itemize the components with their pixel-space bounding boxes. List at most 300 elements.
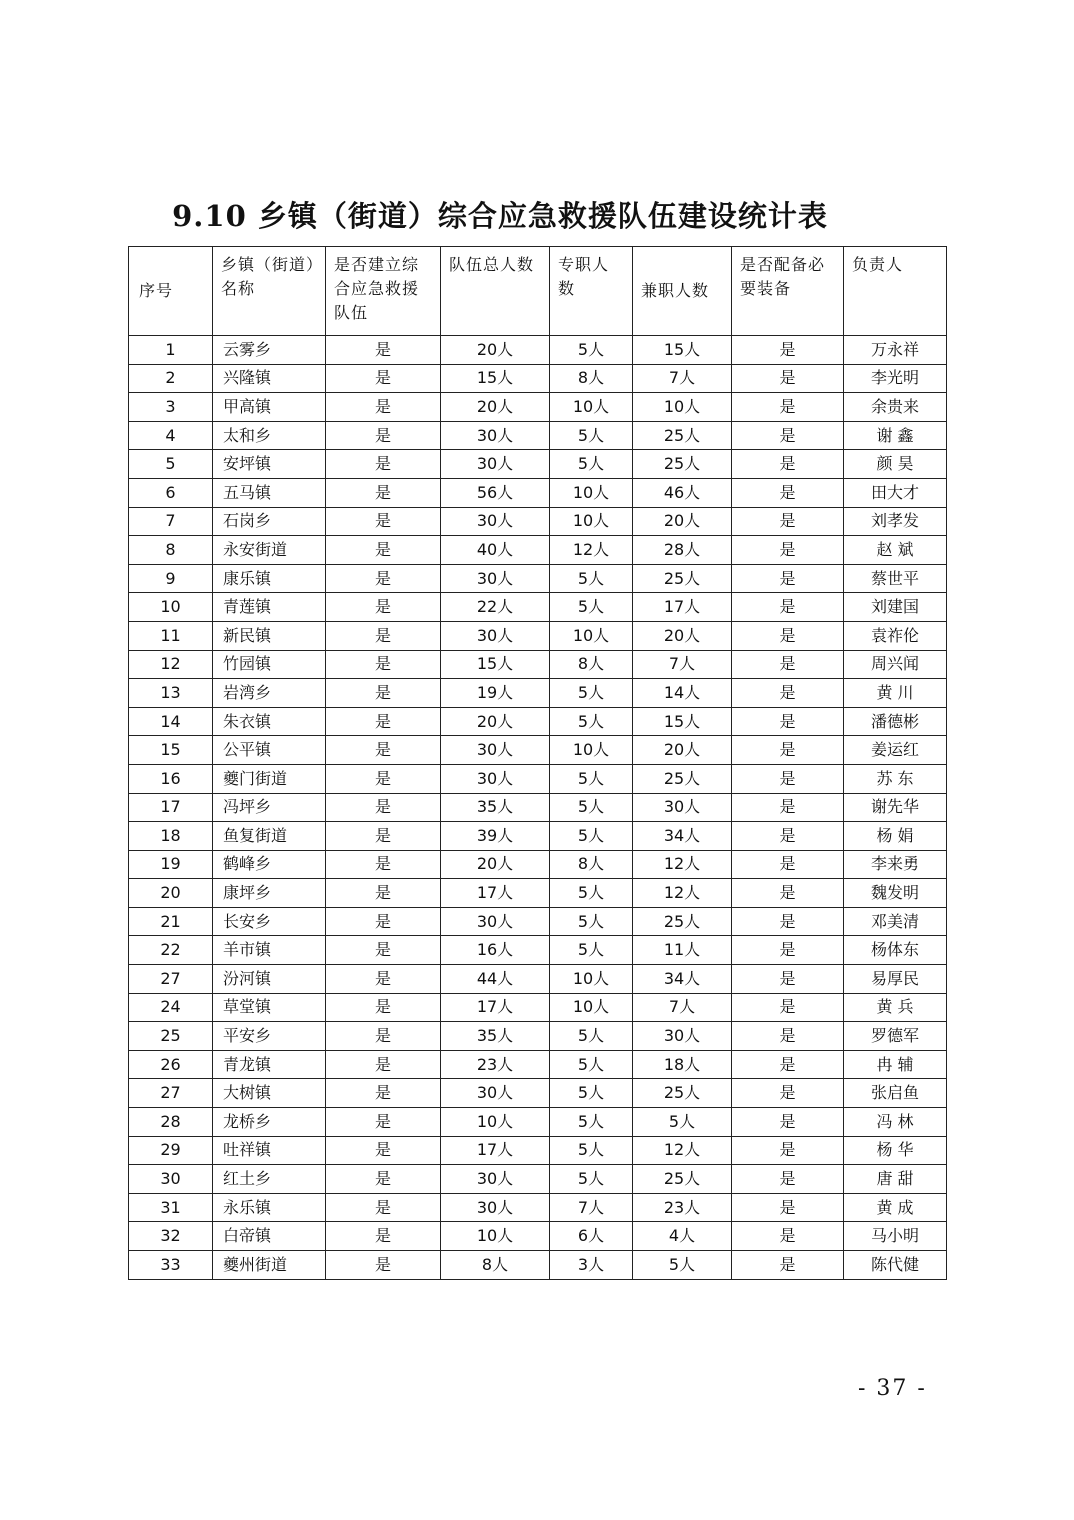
team-established-cell: 是 [326, 478, 441, 507]
total-members-cell: 15人 [441, 650, 550, 679]
table-row [129, 1136, 947, 1165]
team-established-cell: 是 [326, 679, 441, 708]
equipment-cell: 是 [732, 364, 844, 393]
serial-cell: 19 [129, 850, 213, 879]
person-in-charge-cell: 余贵来 [844, 393, 947, 422]
total-members-cell: 10人 [441, 1108, 550, 1137]
serial-cell: 31 [129, 1193, 213, 1222]
town-name-cell: 永安街道 [213, 536, 326, 565]
full-time-cell: 8人 [550, 364, 633, 393]
table-row [129, 707, 947, 736]
person-in-charge-cell: 魏发明 [844, 879, 947, 908]
part-time-cell: 17人 [633, 593, 732, 622]
serial-cell: 15 [129, 736, 213, 765]
town-name-cell: 太和乡 [213, 421, 326, 450]
table-row [129, 364, 947, 393]
town-name-cell: 汾河镇 [213, 965, 326, 994]
person-in-charge-cell: 田大才 [844, 478, 947, 507]
full-time-cell: 5人 [550, 1079, 633, 1108]
person-in-charge-cell: 万永祥 [844, 336, 947, 365]
table-row [129, 564, 947, 593]
serial-cell: 14 [129, 707, 213, 736]
part-time-cell: 25人 [633, 450, 732, 479]
table-row [129, 593, 947, 622]
full-time-cell: 7人 [550, 1193, 633, 1222]
total-members-cell: 19人 [441, 679, 550, 708]
part-time-cell: 30人 [633, 793, 732, 822]
team-established-cell: 是 [326, 421, 441, 450]
table-row [129, 1108, 947, 1137]
serial-cell: 13 [129, 679, 213, 708]
header-total-members: 队伍总人数 [441, 247, 550, 336]
equipment-cell: 是 [732, 393, 844, 422]
total-members-cell: 30人 [441, 450, 550, 479]
total-members-cell: 39人 [441, 822, 550, 851]
serial-cell: 11 [129, 621, 213, 650]
person-in-charge-cell: 蔡世平 [844, 564, 947, 593]
header-part-time: 兼职人数 [633, 247, 732, 336]
full-time-cell: 12人 [550, 536, 633, 565]
person-in-charge-cell: 赵 斌 [844, 536, 947, 565]
person-in-charge-cell: 杨 华 [844, 1136, 947, 1165]
team-established-cell: 是 [326, 364, 441, 393]
person-in-charge-cell: 刘建国 [844, 593, 947, 622]
person-in-charge-cell: 罗德军 [844, 1022, 947, 1051]
equipment-cell: 是 [732, 679, 844, 708]
part-time-cell: 7人 [633, 993, 732, 1022]
team-established-cell: 是 [326, 707, 441, 736]
part-time-cell: 34人 [633, 965, 732, 994]
table-row [129, 879, 947, 908]
town-name-cell: 吐祥镇 [213, 1136, 326, 1165]
header-town-name: 乡镇（街道）名称 [213, 247, 326, 336]
part-time-cell: 5人 [633, 1108, 732, 1137]
serial-cell: 27 [129, 965, 213, 994]
full-time-cell: 5人 [550, 907, 633, 936]
full-time-cell: 5人 [550, 1050, 633, 1079]
table-row [129, 764, 947, 793]
town-name-cell: 岩湾乡 [213, 679, 326, 708]
serial-cell: 33 [129, 1251, 213, 1280]
town-name-cell: 甲高镇 [213, 393, 326, 422]
team-established-cell: 是 [326, 593, 441, 622]
person-in-charge-cell: 刘孝发 [844, 507, 947, 536]
table-row [129, 793, 947, 822]
team-established-cell: 是 [326, 822, 441, 851]
team-established-cell: 是 [326, 1165, 441, 1194]
part-time-cell: 12人 [633, 879, 732, 908]
full-time-cell: 10人 [550, 393, 633, 422]
person-in-charge-cell: 颜 昊 [844, 450, 947, 479]
person-in-charge-cell: 杨体东 [844, 936, 947, 965]
page-number: - 37 - [858, 1376, 927, 1401]
equipment-cell: 是 [732, 879, 844, 908]
town-name-cell: 夔州街道 [213, 1251, 326, 1280]
town-name-cell: 石岗乡 [213, 507, 326, 536]
total-members-cell: 30人 [441, 907, 550, 936]
serial-cell: 16 [129, 764, 213, 793]
table-header [129, 247, 947, 336]
full-time-cell: 5人 [550, 336, 633, 365]
team-established-cell: 是 [326, 907, 441, 936]
part-time-cell: 14人 [633, 679, 732, 708]
part-time-cell: 25人 [633, 764, 732, 793]
total-members-cell: 10人 [441, 1222, 550, 1251]
total-members-cell: 20人 [441, 336, 550, 365]
page-title: 9.10 乡镇（街道）综合应急救援队伍建设统计表 [172, 199, 828, 233]
total-members-cell: 22人 [441, 593, 550, 622]
full-time-cell: 10人 [550, 478, 633, 507]
total-members-cell: 30人 [441, 1165, 550, 1194]
total-members-cell: 23人 [441, 1050, 550, 1079]
table-body [129, 336, 947, 1280]
equipment-cell: 是 [732, 1222, 844, 1251]
part-time-cell: 12人 [633, 1136, 732, 1165]
serial-cell: 3 [129, 393, 213, 422]
part-time-cell: 34人 [633, 822, 732, 851]
town-name-cell: 竹园镇 [213, 650, 326, 679]
total-members-cell: 30人 [441, 764, 550, 793]
total-members-cell: 30人 [441, 507, 550, 536]
serial-cell: 22 [129, 936, 213, 965]
town-name-cell: 鹤峰乡 [213, 850, 326, 879]
full-time-cell: 5人 [550, 1022, 633, 1051]
team-established-cell: 是 [326, 450, 441, 479]
person-in-charge-cell: 易厚民 [844, 965, 947, 994]
team-established-cell: 是 [326, 621, 441, 650]
table-row [129, 936, 947, 965]
full-time-cell: 5人 [550, 707, 633, 736]
person-in-charge-cell: 姜运红 [844, 736, 947, 765]
equipment-cell: 是 [732, 850, 844, 879]
part-time-cell: 30人 [633, 1022, 732, 1051]
full-time-cell: 10人 [550, 621, 633, 650]
person-in-charge-cell: 杨 娟 [844, 822, 947, 851]
table-row [129, 650, 947, 679]
table-row [129, 1022, 947, 1051]
table-row [129, 421, 947, 450]
full-time-cell: 5人 [550, 421, 633, 450]
equipment-cell: 是 [732, 793, 844, 822]
team-established-cell: 是 [326, 793, 441, 822]
town-name-cell: 草堂镇 [213, 993, 326, 1022]
town-name-cell: 龙桥乡 [213, 1108, 326, 1137]
full-time-cell: 5人 [550, 564, 633, 593]
total-members-cell: 30人 [441, 1193, 550, 1222]
full-time-cell: 10人 [550, 736, 633, 765]
table-row [129, 507, 947, 536]
part-time-cell: 12人 [633, 850, 732, 879]
serial-cell: 4 [129, 421, 213, 450]
part-time-cell: 25人 [633, 564, 732, 593]
serial-cell: 5 [129, 450, 213, 479]
part-time-cell: 20人 [633, 736, 732, 765]
town-name-cell: 大树镇 [213, 1079, 326, 1108]
equipment-cell: 是 [732, 450, 844, 479]
team-established-cell: 是 [326, 1079, 441, 1108]
full-time-cell: 3人 [550, 1251, 633, 1280]
town-name-cell: 白帝镇 [213, 1222, 326, 1251]
total-members-cell: 44人 [441, 965, 550, 994]
table-row [129, 850, 947, 879]
equipment-cell: 是 [732, 993, 844, 1022]
person-in-charge-cell: 黄 川 [844, 679, 947, 708]
person-in-charge-cell: 冉 辅 [844, 1050, 947, 1079]
equipment-cell: 是 [732, 1136, 844, 1165]
team-established-cell: 是 [326, 1022, 441, 1051]
team-established-cell: 是 [326, 336, 441, 365]
serial-cell: 20 [129, 879, 213, 908]
header-team-established: 是否建立综合应急救援队伍 [326, 247, 441, 336]
town-name-cell: 羊市镇 [213, 936, 326, 965]
total-members-cell: 20人 [441, 707, 550, 736]
part-time-cell: 25人 [633, 1079, 732, 1108]
full-time-cell: 5人 [550, 679, 633, 708]
equipment-cell: 是 [732, 907, 844, 936]
full-time-cell: 10人 [550, 507, 633, 536]
town-name-cell: 五马镇 [213, 478, 326, 507]
total-members-cell: 30人 [441, 1079, 550, 1108]
table-row [129, 336, 947, 365]
total-members-cell: 40人 [441, 536, 550, 565]
town-name-cell: 云雾乡 [213, 336, 326, 365]
total-members-cell: 15人 [441, 364, 550, 393]
equipment-cell: 是 [732, 564, 844, 593]
table-row [129, 736, 947, 765]
serial-cell: 18 [129, 822, 213, 851]
part-time-cell: 25人 [633, 421, 732, 450]
statistics-table [128, 246, 947, 1280]
town-name-cell: 长安乡 [213, 907, 326, 936]
equipment-cell: 是 [732, 593, 844, 622]
person-in-charge-cell: 唐 甜 [844, 1165, 947, 1194]
serial-cell: 28 [129, 1108, 213, 1137]
header-full-time: 专职人数 [550, 247, 633, 336]
table-row [129, 393, 947, 422]
table-row [129, 907, 947, 936]
full-time-cell: 5人 [550, 936, 633, 965]
equipment-cell: 是 [732, 1022, 844, 1051]
part-time-cell: 4人 [633, 1222, 732, 1251]
town-name-cell: 永乐镇 [213, 1193, 326, 1222]
total-members-cell: 30人 [441, 421, 550, 450]
part-time-cell: 23人 [633, 1193, 732, 1222]
equipment-cell: 是 [732, 650, 844, 679]
equipment-cell: 是 [732, 936, 844, 965]
team-established-cell: 是 [326, 1050, 441, 1079]
serial-cell: 1 [129, 336, 213, 365]
total-members-cell: 35人 [441, 1022, 550, 1051]
full-time-cell: 5人 [550, 1136, 633, 1165]
team-established-cell: 是 [326, 1193, 441, 1222]
full-time-cell: 5人 [550, 764, 633, 793]
team-established-cell: 是 [326, 1136, 441, 1165]
equipment-cell: 是 [732, 621, 844, 650]
part-time-cell: 7人 [633, 364, 732, 393]
equipment-cell: 是 [732, 707, 844, 736]
part-time-cell: 20人 [633, 507, 732, 536]
town-name-cell: 朱衣镇 [213, 707, 326, 736]
total-members-cell: 17人 [441, 1136, 550, 1165]
person-in-charge-cell: 苏 东 [844, 764, 947, 793]
team-established-cell: 是 [326, 936, 441, 965]
town-name-cell: 安坪镇 [213, 450, 326, 479]
table-row [129, 1050, 947, 1079]
serial-cell: 26 [129, 1050, 213, 1079]
equipment-cell: 是 [732, 507, 844, 536]
full-time-cell: 10人 [550, 965, 633, 994]
serial-cell: 7 [129, 507, 213, 536]
serial-cell: 27 [129, 1079, 213, 1108]
person-in-charge-cell: 谢 鑫 [844, 421, 947, 450]
total-members-cell: 20人 [441, 850, 550, 879]
serial-cell: 32 [129, 1222, 213, 1251]
part-time-cell: 11人 [633, 936, 732, 965]
equipment-cell: 是 [732, 965, 844, 994]
serial-cell: 30 [129, 1165, 213, 1194]
serial-cell: 24 [129, 993, 213, 1022]
part-time-cell: 28人 [633, 536, 732, 565]
town-name-cell: 夔门街道 [213, 764, 326, 793]
full-time-cell: 5人 [550, 822, 633, 851]
equipment-cell: 是 [732, 736, 844, 765]
team-established-cell: 是 [326, 736, 441, 765]
serial-cell: 29 [129, 1136, 213, 1165]
person-in-charge-cell: 陈代健 [844, 1251, 947, 1280]
person-in-charge-cell: 黄 兵 [844, 993, 947, 1022]
person-in-charge-cell: 周兴闻 [844, 650, 947, 679]
table-row [129, 965, 947, 994]
header-person-in-charge: 负责人 [844, 247, 947, 336]
serial-cell: 21 [129, 907, 213, 936]
table-row [129, 1222, 947, 1251]
table-row [129, 1165, 947, 1194]
part-time-cell: 15人 [633, 336, 732, 365]
person-in-charge-cell: 李来勇 [844, 850, 947, 879]
team-established-cell: 是 [326, 879, 441, 908]
equipment-cell: 是 [732, 536, 844, 565]
equipment-cell: 是 [732, 822, 844, 851]
team-established-cell: 是 [326, 1251, 441, 1280]
total-members-cell: 35人 [441, 793, 550, 822]
team-established-cell: 是 [326, 993, 441, 1022]
total-members-cell: 30人 [441, 621, 550, 650]
team-established-cell: 是 [326, 564, 441, 593]
equipment-cell: 是 [732, 1165, 844, 1194]
town-name-cell: 冯坪乡 [213, 793, 326, 822]
person-in-charge-cell: 谢先华 [844, 793, 947, 822]
total-members-cell: 16人 [441, 936, 550, 965]
person-in-charge-cell: 马小明 [844, 1222, 947, 1251]
full-time-cell: 5人 [550, 593, 633, 622]
person-in-charge-cell: 冯 林 [844, 1108, 947, 1137]
serial-cell: 12 [129, 650, 213, 679]
equipment-cell: 是 [732, 421, 844, 450]
serial-cell: 8 [129, 536, 213, 565]
part-time-cell: 25人 [633, 1165, 732, 1194]
serial-cell: 2 [129, 364, 213, 393]
person-in-charge-cell: 黄 成 [844, 1193, 947, 1222]
equipment-cell: 是 [732, 764, 844, 793]
team-established-cell: 是 [326, 650, 441, 679]
part-time-cell: 46人 [633, 478, 732, 507]
equipment-cell: 是 [732, 1251, 844, 1280]
team-established-cell: 是 [326, 850, 441, 879]
person-in-charge-cell: 李光明 [844, 364, 947, 393]
header-equipment: 是否配备必要装备 [732, 247, 844, 336]
total-members-cell: 17人 [441, 879, 550, 908]
town-name-cell: 新民镇 [213, 621, 326, 650]
part-time-cell: 20人 [633, 621, 732, 650]
table-row [129, 1193, 947, 1222]
table-row [129, 536, 947, 565]
town-name-cell: 鱼复街道 [213, 822, 326, 851]
team-established-cell: 是 [326, 507, 441, 536]
town-name-cell: 青龙镇 [213, 1050, 326, 1079]
equipment-cell: 是 [732, 336, 844, 365]
town-name-cell: 平安乡 [213, 1022, 326, 1051]
team-established-cell: 是 [326, 393, 441, 422]
table-row [129, 822, 947, 851]
table-row [129, 621, 947, 650]
part-time-cell: 5人 [633, 1251, 732, 1280]
total-members-cell: 8人 [441, 1251, 550, 1280]
full-time-cell: 5人 [550, 879, 633, 908]
full-time-cell: 5人 [550, 1165, 633, 1194]
part-time-cell: 15人 [633, 707, 732, 736]
serial-cell: 9 [129, 564, 213, 593]
serial-cell: 10 [129, 593, 213, 622]
equipment-cell: 是 [732, 1108, 844, 1137]
town-name-cell: 红土乡 [213, 1165, 326, 1194]
part-time-cell: 10人 [633, 393, 732, 422]
equipment-cell: 是 [732, 1193, 844, 1222]
header-serial: 序号 [129, 247, 213, 336]
town-name-cell: 青莲镇 [213, 593, 326, 622]
table-row [129, 1251, 947, 1280]
serial-cell: 25 [129, 1022, 213, 1051]
full-time-cell: 8人 [550, 850, 633, 879]
equipment-cell: 是 [732, 1079, 844, 1108]
person-in-charge-cell: 袁祚伦 [844, 621, 947, 650]
total-members-cell: 30人 [441, 736, 550, 765]
person-in-charge-cell: 潘德彬 [844, 707, 947, 736]
town-name-cell: 公平镇 [213, 736, 326, 765]
total-members-cell: 56人 [441, 478, 550, 507]
person-in-charge-cell: 张启鱼 [844, 1079, 947, 1108]
person-in-charge-cell: 邓美清 [844, 907, 947, 936]
town-name-cell: 康乐镇 [213, 564, 326, 593]
full-time-cell: 6人 [550, 1222, 633, 1251]
equipment-cell: 是 [732, 1050, 844, 1079]
total-members-cell: 30人 [441, 564, 550, 593]
team-established-cell: 是 [326, 1108, 441, 1137]
table-row [129, 478, 947, 507]
full-time-cell: 5人 [550, 1108, 633, 1137]
town-name-cell: 兴隆镇 [213, 364, 326, 393]
team-established-cell: 是 [326, 965, 441, 994]
total-members-cell: 20人 [441, 393, 550, 422]
team-established-cell: 是 [326, 536, 441, 565]
table-row [129, 1079, 947, 1108]
full-time-cell: 8人 [550, 650, 633, 679]
table-row [129, 450, 947, 479]
table-row [129, 679, 947, 708]
part-time-cell: 25人 [633, 907, 732, 936]
serial-cell: 6 [129, 478, 213, 507]
total-members-cell: 17人 [441, 993, 550, 1022]
full-time-cell: 10人 [550, 993, 633, 1022]
